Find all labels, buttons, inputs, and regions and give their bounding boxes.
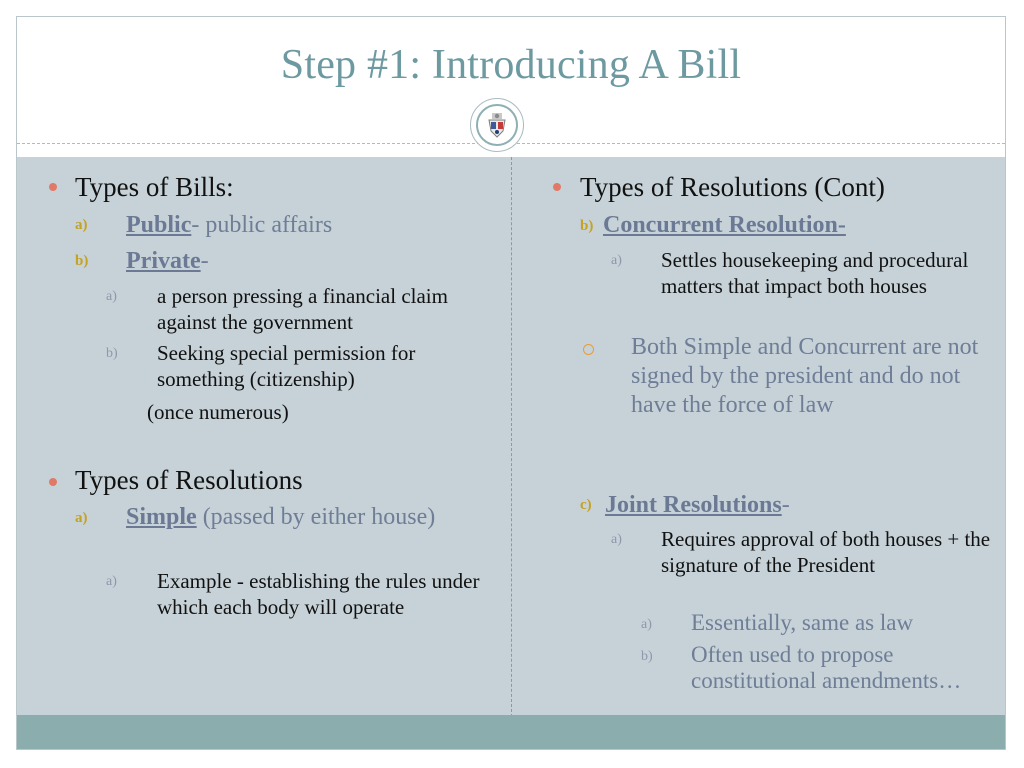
joint-subsub-a: Essentially, same as law	[691, 610, 914, 635]
column-divider	[511, 157, 512, 717]
public-item	[126, 212, 332, 239]
joint-sub: Requires approval of both houses + the signature of the President	[661, 527, 991, 577]
bullet-dot-icon	[49, 478, 57, 486]
private-marker: b)	[75, 253, 89, 269]
joint-subsub-b: Often used to propose constitutional amendments…	[691, 642, 962, 693]
concurrent-marker: b)	[580, 218, 594, 234]
seal-logo-icon	[470, 98, 524, 152]
simple-desc: (passed by either house)	[196, 504, 436, 530]
joint-desc: -	[781, 492, 790, 518]
public-term: Public	[126, 212, 192, 238]
public-desc: - public affairs	[191, 212, 333, 238]
ring-bullet-icon	[583, 344, 594, 355]
simple-term: Simple	[126, 504, 197, 530]
joint-sub-marker: a)	[611, 532, 622, 547]
footer-bar	[17, 715, 1005, 749]
right-heading: Types of Resolutions (Cont)	[580, 172, 885, 202]
private-item	[126, 248, 209, 275]
private-sub-marker-b: b)	[106, 346, 118, 361]
concurrent-item	[603, 212, 846, 239]
concurrent-sub: Settles housekeeping and procedural matters that impact both houses	[661, 248, 969, 298]
bills-heading: Types of Bills:	[75, 172, 234, 202]
concurrent-term: Concurrent Resolution-	[603, 212, 846, 238]
resolutions-heading: Types of Resolutions	[75, 465, 303, 495]
content-area	[17, 157, 1005, 717]
simple-marker: a)	[75, 510, 88, 526]
simple-item	[126, 503, 486, 532]
seal-emblem-icon	[484, 111, 510, 139]
simple-sub: Example - establishing the rules under which each body will operate	[157, 569, 480, 619]
private-sub-b: Seeking special permission for something (citizenship)	[157, 341, 416, 391]
signing-note: Both Simple and Concurrent are not signed by the president and do not have the force of law	[631, 334, 979, 418]
private-desc: -	[200, 248, 209, 274]
joint-marker: c)	[580, 497, 592, 513]
bullet-dot-icon	[49, 183, 57, 191]
joint-subsub-marker-a: a)	[641, 617, 652, 632]
simple-sub-marker: a)	[106, 574, 117, 589]
public-marker: a)	[75, 217, 88, 233]
private-sub-a: a person pressing a financial claim against the government	[157, 284, 448, 334]
slide-title: Step #1: Introducing A Bill	[280, 42, 742, 88]
private-sub-marker-a: a)	[106, 289, 117, 304]
bullet-dot-icon	[553, 183, 561, 191]
seal-logo-inner	[476, 104, 518, 146]
once-numerous-note: (once numerous)	[147, 400, 289, 424]
concurrent-sub-marker: a)	[611, 253, 622, 268]
joint-term: Joint Resolutions	[605, 492, 782, 518]
private-term: Private	[126, 248, 201, 274]
joint-subsub-marker-b: b)	[641, 649, 653, 664]
joint-item	[605, 492, 790, 519]
